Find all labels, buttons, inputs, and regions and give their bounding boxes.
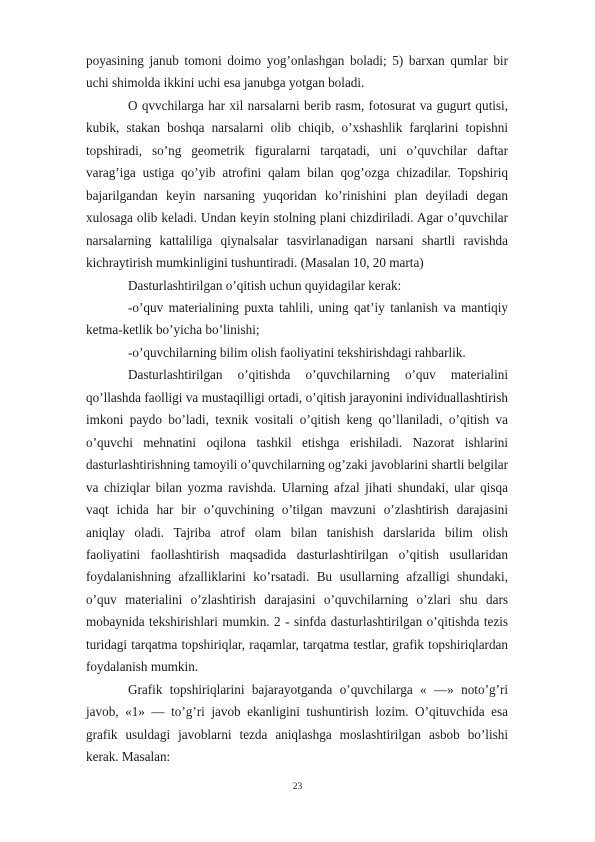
paragraph-graphic-tasks: Grafik topshiriqlarini bajarayotganda o’quvchilarga « —» noto’g’ri javob, «1» — to’g’ri javob ekanligini tushuntirish lozim. O’qituvchida esa grafik usuldagi javoblarni tezda aniqlashga moslashtirilgan asbob bo’lishi kerak. Masalan: [86, 681, 508, 765]
paragraph-programmed-learning: Dasturlashtirilgan o’qitishda o’quvchilarning o’quv materialini qo’llashda faolligi va mustaqilligi ortadi, o’qitish jarayonini individuallashtirish imkoni paydo bo’ladi, texnik vositali o’qitish keng qo’llaniladi, o’qitish va o’quvchi mehnatini oqilona tashkil etishga erishiladi. Nazorat ishlarini dasturlashtirishning tamoyili o’quvchilarning og’zaki javoblarini shartli belgilar va chiziqlar bilan yozma ravishda. Ularning afzal jihati shundaki, ular qisqa vaqt ichida har bir o’quvchining o’tilgan mavzuni o’zlashtirish darajasini aniqlay oladi. Tajriba atrof olam bilan tanishish darslarida bilim olish faoliyatini faollashtirish maqsadida dasturlashtirilgan o’qitish usullaridan foydalanishning afzalliklarini ko’rsatadi. Bu usullarning afzalligi shundaki, o’quv materialini o’zlashtirish darajasini o’quvchilarning o’zlari shu dars mobaynida tekshirishlari mumkin. 2 - sinfda dasturlashtirilgan o’qitishda tezis turidagi tarqatma topshiriqlar, raqamlar, tarqatma testlar, grafik topshiriqlardan foydalanish mumkin. [86, 367, 508, 675]
page-number: 23 [292, 782, 303, 792]
list-item-guidance: -o’quvchilarning bilim olish faoliyatini tekshirishdagi rahbarlik. [128, 344, 466, 360]
paragraph-plan-explanation: O qvvchilarga har xil narsalarni berib rasm, fotosurat va gugurt qutisi, kubik, stakan boshqa narsalarni olib chiqib, o’xshashlik farqlarini topishni topshiradi, so’ng geometrik figuralarni tarqatadi, uni o’quvchilar daftar varag’iga ustiga qo’yib atrofini qalam bilan qog’ozga chizadilar. Topshiriq bajarilgandan keyin narsaning yuqoridan ko’rinishini plan deyiladi degan xulosaga olib keladi. Undan keyin stolning plani chizdiriladi. Agar o’quvchilar narsalarning kattaliliga qiynalsalar tasvirlanadigan narsani shartli ravishda kichraytirish mumkinligini tushuntiradi. (Masalan 10, 20 marta) [86, 97, 508, 271]
paragraph-continuation: poyasining janub tomoni doimo yog’onlashgan boladi; 5) barxan qumlar bir uchi shimolda ikkini uchi esa janubga yotgan boladi. [86, 53, 508, 91]
paragraph-requirements-intro: Dasturlashtirilgan o’qitish uchun quyidagilar kerak: [128, 277, 402, 293]
body-text [86, 50, 508, 769]
list-item-material-analysis: -o’quv materialining puxta tahlili, uning qat’iy tanlanish va mantiqiy ketma-ketlik bo’yicha bo’linishi; [86, 299, 508, 338]
